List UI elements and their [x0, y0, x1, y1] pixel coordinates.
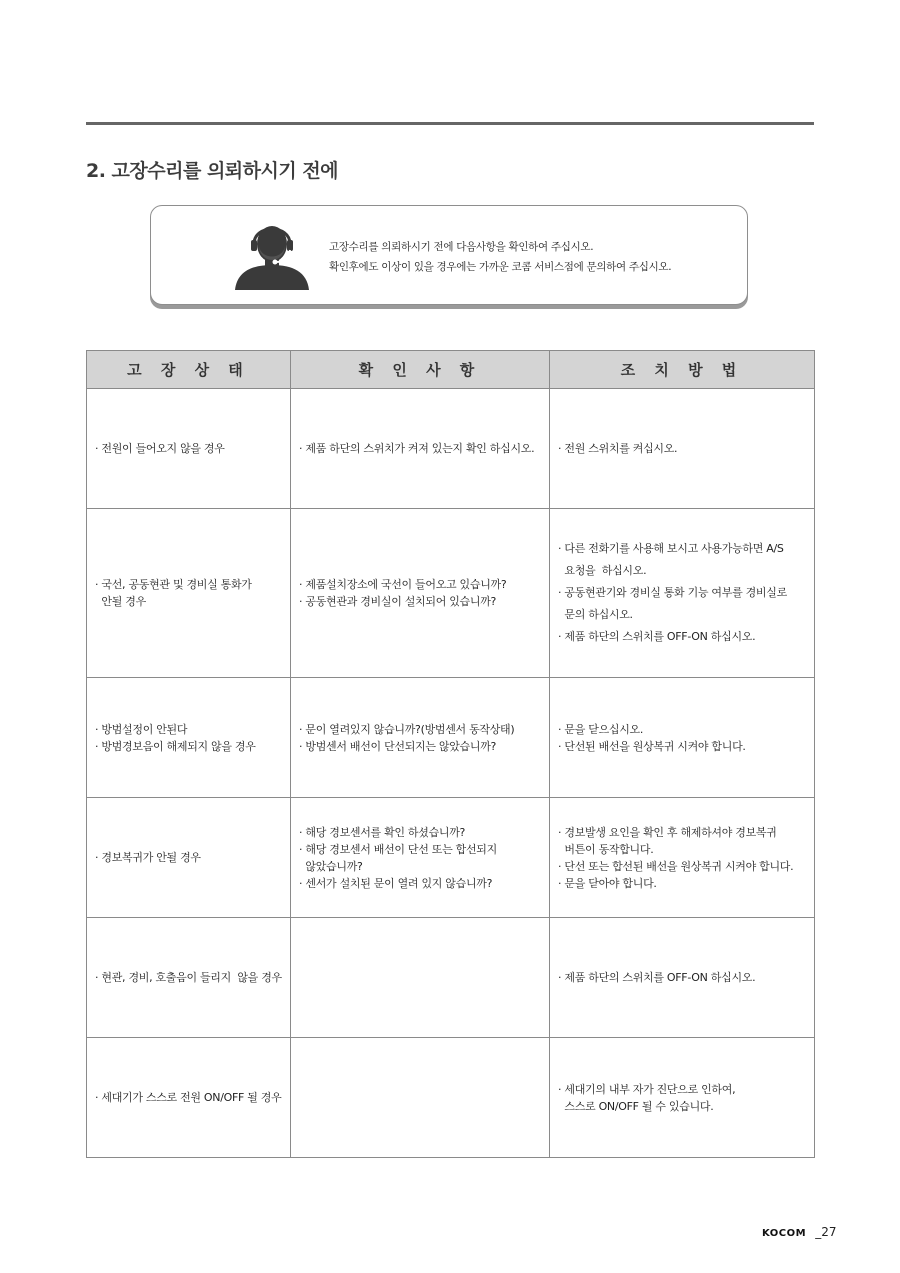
action-text: 버튼이 동작합니다. — [558, 842, 654, 856]
check-cell — [291, 918, 550, 1038]
symptom-text: 안될 경우 — [95, 595, 146, 608]
check-text: · 제품 하단의 스위치가 켜져 있는지 확인 하십시오. — [299, 442, 535, 455]
header-check: 확 인 사 항 — [291, 351, 550, 389]
check-text: · 공동현관과 경비실이 설치되어 있습니까? — [299, 595, 497, 608]
action-cell — [550, 918, 815, 1038]
action-text: · 문을 닫으십시오. — [558, 722, 644, 736]
action-text: · 전원 스위치를 켜십시오. — [558, 442, 678, 455]
action-text: · 단선된 배선을 원상복귀 시켜야 합니다. — [558, 739, 746, 753]
symptom-cell — [87, 509, 291, 678]
check-text: · 해당 경보센서 배선이 단선 또는 합선되지 — [299, 842, 497, 856]
action-text: · 문을 닫아야 합니다. — [558, 876, 657, 890]
table-row — [87, 389, 815, 509]
action-text: · 다른 전화기를 사용해 보시고 사용가능하면 A/S — [558, 542, 784, 555]
action-text: · 세대기의 내부 자가 진단으로 인하여, — [558, 1082, 736, 1096]
check-text: 않았습니까? — [299, 859, 363, 873]
notice-text — [329, 237, 671, 277]
action-cell — [550, 509, 815, 678]
brand-logo: KOCOM — [762, 1228, 807, 1239]
symptom-cell — [87, 918, 291, 1038]
action-text: 요청을 하십시오. — [558, 564, 647, 577]
check-text: · 방범센서 배선이 단선되지는 않았습니까? — [299, 739, 497, 753]
action-cell — [550, 1038, 815, 1158]
action-cell — [550, 678, 815, 798]
action-cell — [550, 389, 815, 509]
symptom-cell — [87, 389, 291, 509]
check-text: · 해당 경보센서를 확인 하셨습니까? — [299, 825, 466, 839]
check-text: · 센서가 설치된 문이 열려 있지 않습니까? — [299, 876, 493, 890]
symptom-text: · 국선, 공동현관 및 경비실 통화가 — [95, 578, 252, 591]
table-header-row — [87, 351, 815, 389]
action-text: · 제품 하단의 스위치를 OFF-ON 하십시오. — [558, 630, 756, 643]
symptom-text: · 방범경보음이 해제되지 않을 경우 — [95, 739, 256, 753]
section-title: 2. 고장수리를 의뢰하시기 전에 — [86, 160, 339, 182]
symptom-text: · 전원이 들어오지 않을 경우 — [95, 442, 225, 455]
action-text: 스스로 ON/OFF 될 수 있습니다. — [558, 1099, 714, 1113]
action-text: · 공동현관기와 경비실 통화 기능 여부를 경비실로 — [558, 586, 787, 599]
page-footer — [762, 1221, 836, 1240]
check-cell — [291, 509, 550, 678]
check-cell — [291, 389, 550, 509]
top-divider — [86, 122, 814, 125]
notice-line: 고장수리를 의뢰하시기 전에 다음사항을 확인하여 주십시오. — [329, 241, 594, 253]
table-row — [87, 798, 815, 918]
header-action: 조 치 방 법 — [550, 351, 815, 389]
table-row — [87, 678, 815, 798]
check-cell — [291, 678, 550, 798]
symptom-cell — [87, 1038, 291, 1158]
action-cell — [550, 798, 815, 918]
check-cell — [291, 798, 550, 918]
symptom-text: · 방범설정이 안된다 — [95, 722, 188, 736]
symptom-text: · 세대기가 스스로 전원 ON/OFF 될 경우 — [95, 1091, 282, 1104]
action-text: 문의 하십시오. — [558, 608, 633, 621]
symptom-text: · 경보복귀가 안될 경우 — [95, 851, 201, 864]
customer-service-agent-icon — [233, 220, 311, 290]
table-row — [87, 918, 815, 1038]
check-text: · 문이 열려있지 않습니까?(방범센서 동작상태) — [299, 722, 515, 736]
action-text: · 단선 또는 합선된 배선을 원상복귀 시켜야 합니다. — [558, 859, 794, 873]
table-row — [87, 1038, 815, 1158]
symptom-cell — [87, 798, 291, 918]
troubleshooting-table — [86, 350, 815, 1158]
header-symptom: 고 장 상 태 — [87, 351, 291, 389]
notice-line: 확인후에도 이상이 있을 경우에는 가까운 코콤 서비스점에 문의하여 주십시오. — [329, 261, 672, 273]
notice-box — [150, 205, 748, 305]
action-text: · 경보발생 요인을 확인 후 해제하셔야 경보복귀 — [558, 825, 777, 839]
action-text: · 제품 하단의 스위치를 OFF-ON 하십시오. — [558, 971, 756, 984]
symptom-cell — [87, 678, 291, 798]
page-number: _27 — [815, 1225, 837, 1239]
symptom-text: · 현관, 경비, 호출음이 들리지 않을 경우 — [95, 971, 282, 984]
check-text: · 제품설치장소에 국선이 들어오고 있습니까? — [299, 578, 507, 591]
check-cell — [291, 1038, 550, 1158]
table-row — [87, 509, 815, 678]
